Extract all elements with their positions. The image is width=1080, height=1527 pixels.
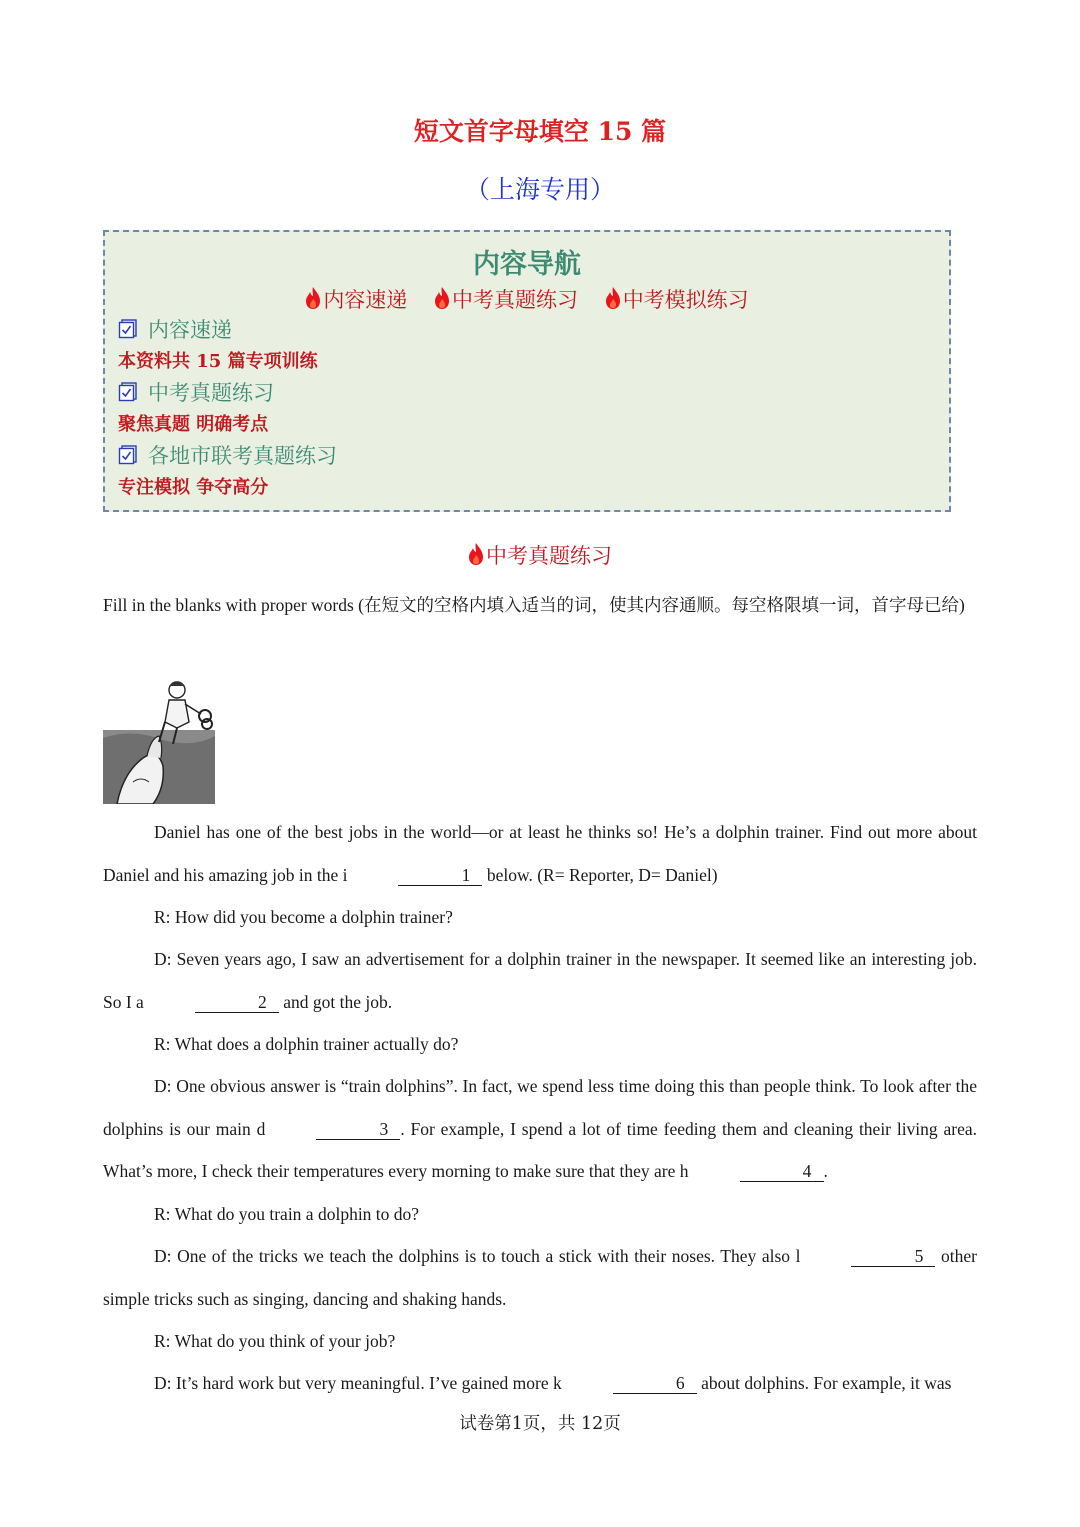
page-footer: 试卷第1页，共 12页 <box>459 1414 621 1434</box>
document-title: 短文首字母填空 15 篇 <box>413 117 667 146</box>
nav-link-content-express[interactable]: 内容速递 <box>305 284 407 314</box>
answer-1: D: Seven years ago, I saw an advertisement for a dolphin trainer in the newspaper. It seemed like an interesting job. So I a 2 and got the job. <box>103 949 977 1012</box>
answer-3: D: One of the tricks we teach the dolphins is to touch a stick with their noses. They also l 5 other simple tricks such as singing, dancing and shaking hands. <box>103 1246 977 1309</box>
checklist-icon <box>118 382 138 402</box>
flame-icon <box>305 286 321 310</box>
flame-icon <box>605 286 621 310</box>
document-subtitle: （上海专用） <box>464 175 615 204</box>
answer-4: D: It’s hard work but very meaningful. I’ve gained more k 6 about dolphins. For example, it was <box>154 1373 952 1393</box>
nav-section-2-desc: 聚焦真题 明确考点 <box>118 414 269 435</box>
nav-section-3[interactable]: 各地市联考真题练习 <box>118 440 337 470</box>
blank-5[interactable]: 5 <box>851 1246 935 1267</box>
checklist-icon <box>118 445 138 465</box>
flame-icon <box>468 542 484 566</box>
checklist-icon <box>118 319 138 339</box>
blank-6[interactable]: 6 <box>613 1373 697 1394</box>
nav-section-3-desc: 专注模拟 争夺高分 <box>118 477 269 498</box>
instructions: Fill in the blanks with proper words (在短文的空格内填入适当的词，使其内容通顺。每空格限填一词，首字母已给) <box>103 595 965 615</box>
nav-section-2[interactable]: 中考真题练习 <box>118 377 274 407</box>
content-navigation-box <box>103 230 951 512</box>
nav-heading: 内容导航 <box>473 249 581 280</box>
question-3: R: What do you train a dolphin to do? <box>154 1204 420 1224</box>
question-2: R: What does a dolphin trainer actually do? <box>154 1034 459 1054</box>
blank-2[interactable]: 2 <box>195 992 279 1013</box>
blank-3[interactable]: 3 <box>316 1119 400 1140</box>
nav-section-1-desc: 本资料共 15 篇专项训练 <box>118 351 318 372</box>
dolphin-trainer-illustration <box>103 678 215 804</box>
answer-2: D: One obvious answer is “train dolphins”. In fact, we spend less time doing this than people think. To look after the dolphins is our main d 3 . For example, I spend a lot of time feeding them and cleaning their living area. What’s more, I check their temperatures every morning to make sure that they are h 4 . <box>103 1076 977 1181</box>
nav-links <box>105 284 949 314</box>
blank-4[interactable]: 4 <box>740 1161 824 1182</box>
section-title: 中考真题练习 <box>0 540 1080 570</box>
question-4: R: What do you think of your job? <box>154 1331 396 1351</box>
blank-1[interactable]: 1 <box>398 865 482 886</box>
flame-icon <box>434 286 450 310</box>
nav-link-mock-exam[interactable]: 中考模拟练习 <box>605 284 749 314</box>
nav-section-1[interactable]: 内容速递 <box>118 314 232 344</box>
question-1: R: How did you become a dolphin trainer? <box>154 907 453 927</box>
passage-paragraph-1: Daniel has one of the best jobs in the world—or at least he thinks so! He’s a dolphin trainer. Find out more about Daniel and his amazing job in the i 1 below. (R= Reporter, D= Daniel) <box>103 822 977 885</box>
nav-link-real-exam[interactable]: 中考真题练习 <box>434 284 578 314</box>
